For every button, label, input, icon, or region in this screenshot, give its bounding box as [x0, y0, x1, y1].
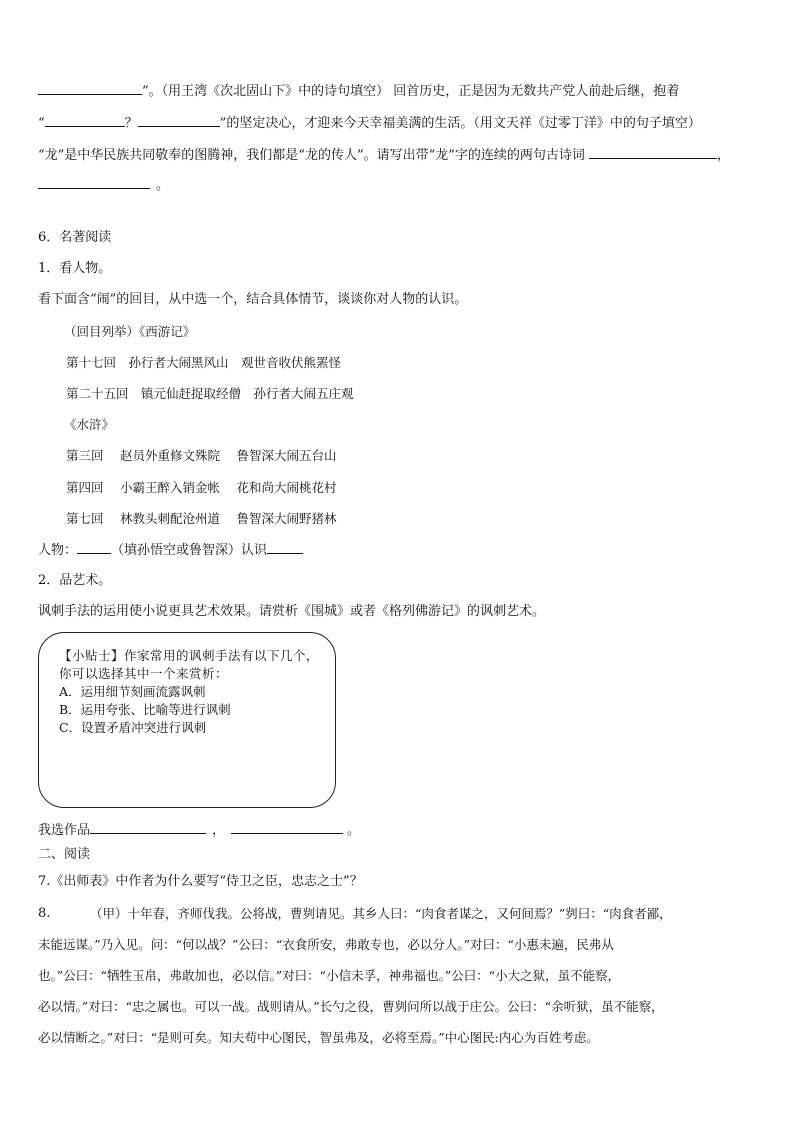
section-title: 6．名著阅读 [38, 230, 112, 245]
chapter-item: 第三回 赵员外重修文殊院 鲁智深大闹五台山 [66, 448, 337, 463]
tip-box [38, 632, 336, 808]
fill-line-3 [38, 146, 730, 165]
chapter-list-header: 《水浒》 [64, 417, 115, 432]
blank-answer[interactable] [45, 114, 125, 127]
blank-answer[interactable] [589, 146, 717, 159]
question-title: 2．品艺术。 [38, 573, 112, 588]
section-title: 二、阅读 [38, 847, 91, 862]
question-prompt: 讽刺手法的运用使小说更具艺术效果。请赏析《围城》或者《格列佛游记》的讽刺艺术。 [38, 604, 546, 619]
chapter-item: 第十七回 孙行者大闹黑风山 观世音收伏熊罴怪 [66, 355, 342, 370]
passage-line: （甲）十年春，齐师伐我。公将战，曹刿请见。其乡人曰：“肉食者谋之，又何间焉？”刿曰：“肉食者鄙， [90, 906, 672, 921]
passage-line: 必以情断之。”对曰：“是则可矣。知夫苟中心图民，智虽弗及，必将至焉。”中心图民:内心为百姓考虑。 [38, 1030, 599, 1045]
blank-understanding[interactable] [267, 541, 303, 554]
blank-work[interactable] [90, 821, 206, 834]
period: 。 [156, 178, 170, 193]
fill-line-2 [38, 114, 701, 133]
question-prompt: 看下面含“闹”的回目，从中选一个，结合具体情节，谈谈你对人物的认识。 [38, 292, 468, 307]
blank-answer[interactable] [38, 176, 150, 189]
open-quote: “ [38, 116, 45, 131]
blank-person[interactable] [77, 541, 111, 554]
line-text: ”的坚定决心，才迎来今天幸福美满的生活。（用文天祥《过零丁洋》中的句子填空） [219, 116, 701, 131]
fill-line-1 [38, 82, 679, 101]
line-text: ”。（用王湾《次北固山下》中的诗句填空） 回首历史，正是因为无数共产党人前赴后继，抱着 [142, 84, 680, 99]
blank-answer[interactable] [138, 114, 220, 127]
chapter-list-header: （回目列举）《西游记》 [64, 324, 196, 339]
comma: ， [212, 823, 226, 838]
tip-intro: 【小贴士】作家常用的讽刺手法有以下几个，你可以选择其中一个来赏析： [59, 648, 320, 681]
fill-line-4 [38, 176, 169, 195]
chapter-item: 第七回 林教头刺配沧州道 鲁智深大闹野猪林 [66, 511, 337, 526]
passage-line: 也。”公曰：“牺牲玉帛，弗敢加也，必以信。”对曰：“小信未孚，神弗福也。”公曰：“小大之狱，虽不能察， [38, 968, 621, 983]
chapter-item: 第四回 小霸王醉入销金帐 花和尚大闹桃花村 [66, 480, 337, 495]
passage-line: 必以情。”对曰：“忠之属也。可以一战。战则请从。”长勺之役，曹刿问所以战于庄公。公曰：“余听狱，虽不能察， [38, 999, 664, 1014]
line-text: “龙”是中华民族共同敬奉的图腾神，我们都是“龙的传人”。请写出带“龙”字的连续的两句古诗词 [38, 148, 585, 163]
person-line [38, 541, 303, 560]
question-7: 7.《出师表》中作者为什么要写“侍卫之臣，忠志之士”？ [38, 874, 363, 889]
person-mid: （填孙悟空或鲁智深）认识 [111, 543, 268, 558]
choose-line [38, 821, 360, 840]
period: 。 [347, 823, 361, 838]
blank-analysis[interactable] [231, 821, 343, 834]
tip-option-c: C．设置矛盾冲突进行讽刺 [59, 720, 207, 735]
choose-label: 我选作品 [38, 823, 91, 838]
question-8-number: 8. [38, 906, 51, 921]
chapter-item: 第二十五回 镇元仙赶捉取经僧 孙行者大闹五庄观 [66, 386, 354, 401]
passage-line: 未能远谋。”乃入见。问：“何以战？”公曰：“衣食所安，弗敢专也，必以分人。”对曰：“小惠未遍，民弗从 [38, 937, 614, 952]
question-title: 1．看人物。 [38, 261, 112, 276]
person-label: 人物： [38, 543, 78, 558]
tip-option-b: B．运用夸张、比喻等进行讽刺 [59, 702, 231, 717]
tip-option-a: A．运用细节刻画流露讽刺 [59, 684, 206, 699]
question-mark: ？ [124, 116, 138, 131]
blank-answer[interactable] [38, 82, 142, 95]
comma: ， [716, 148, 730, 163]
